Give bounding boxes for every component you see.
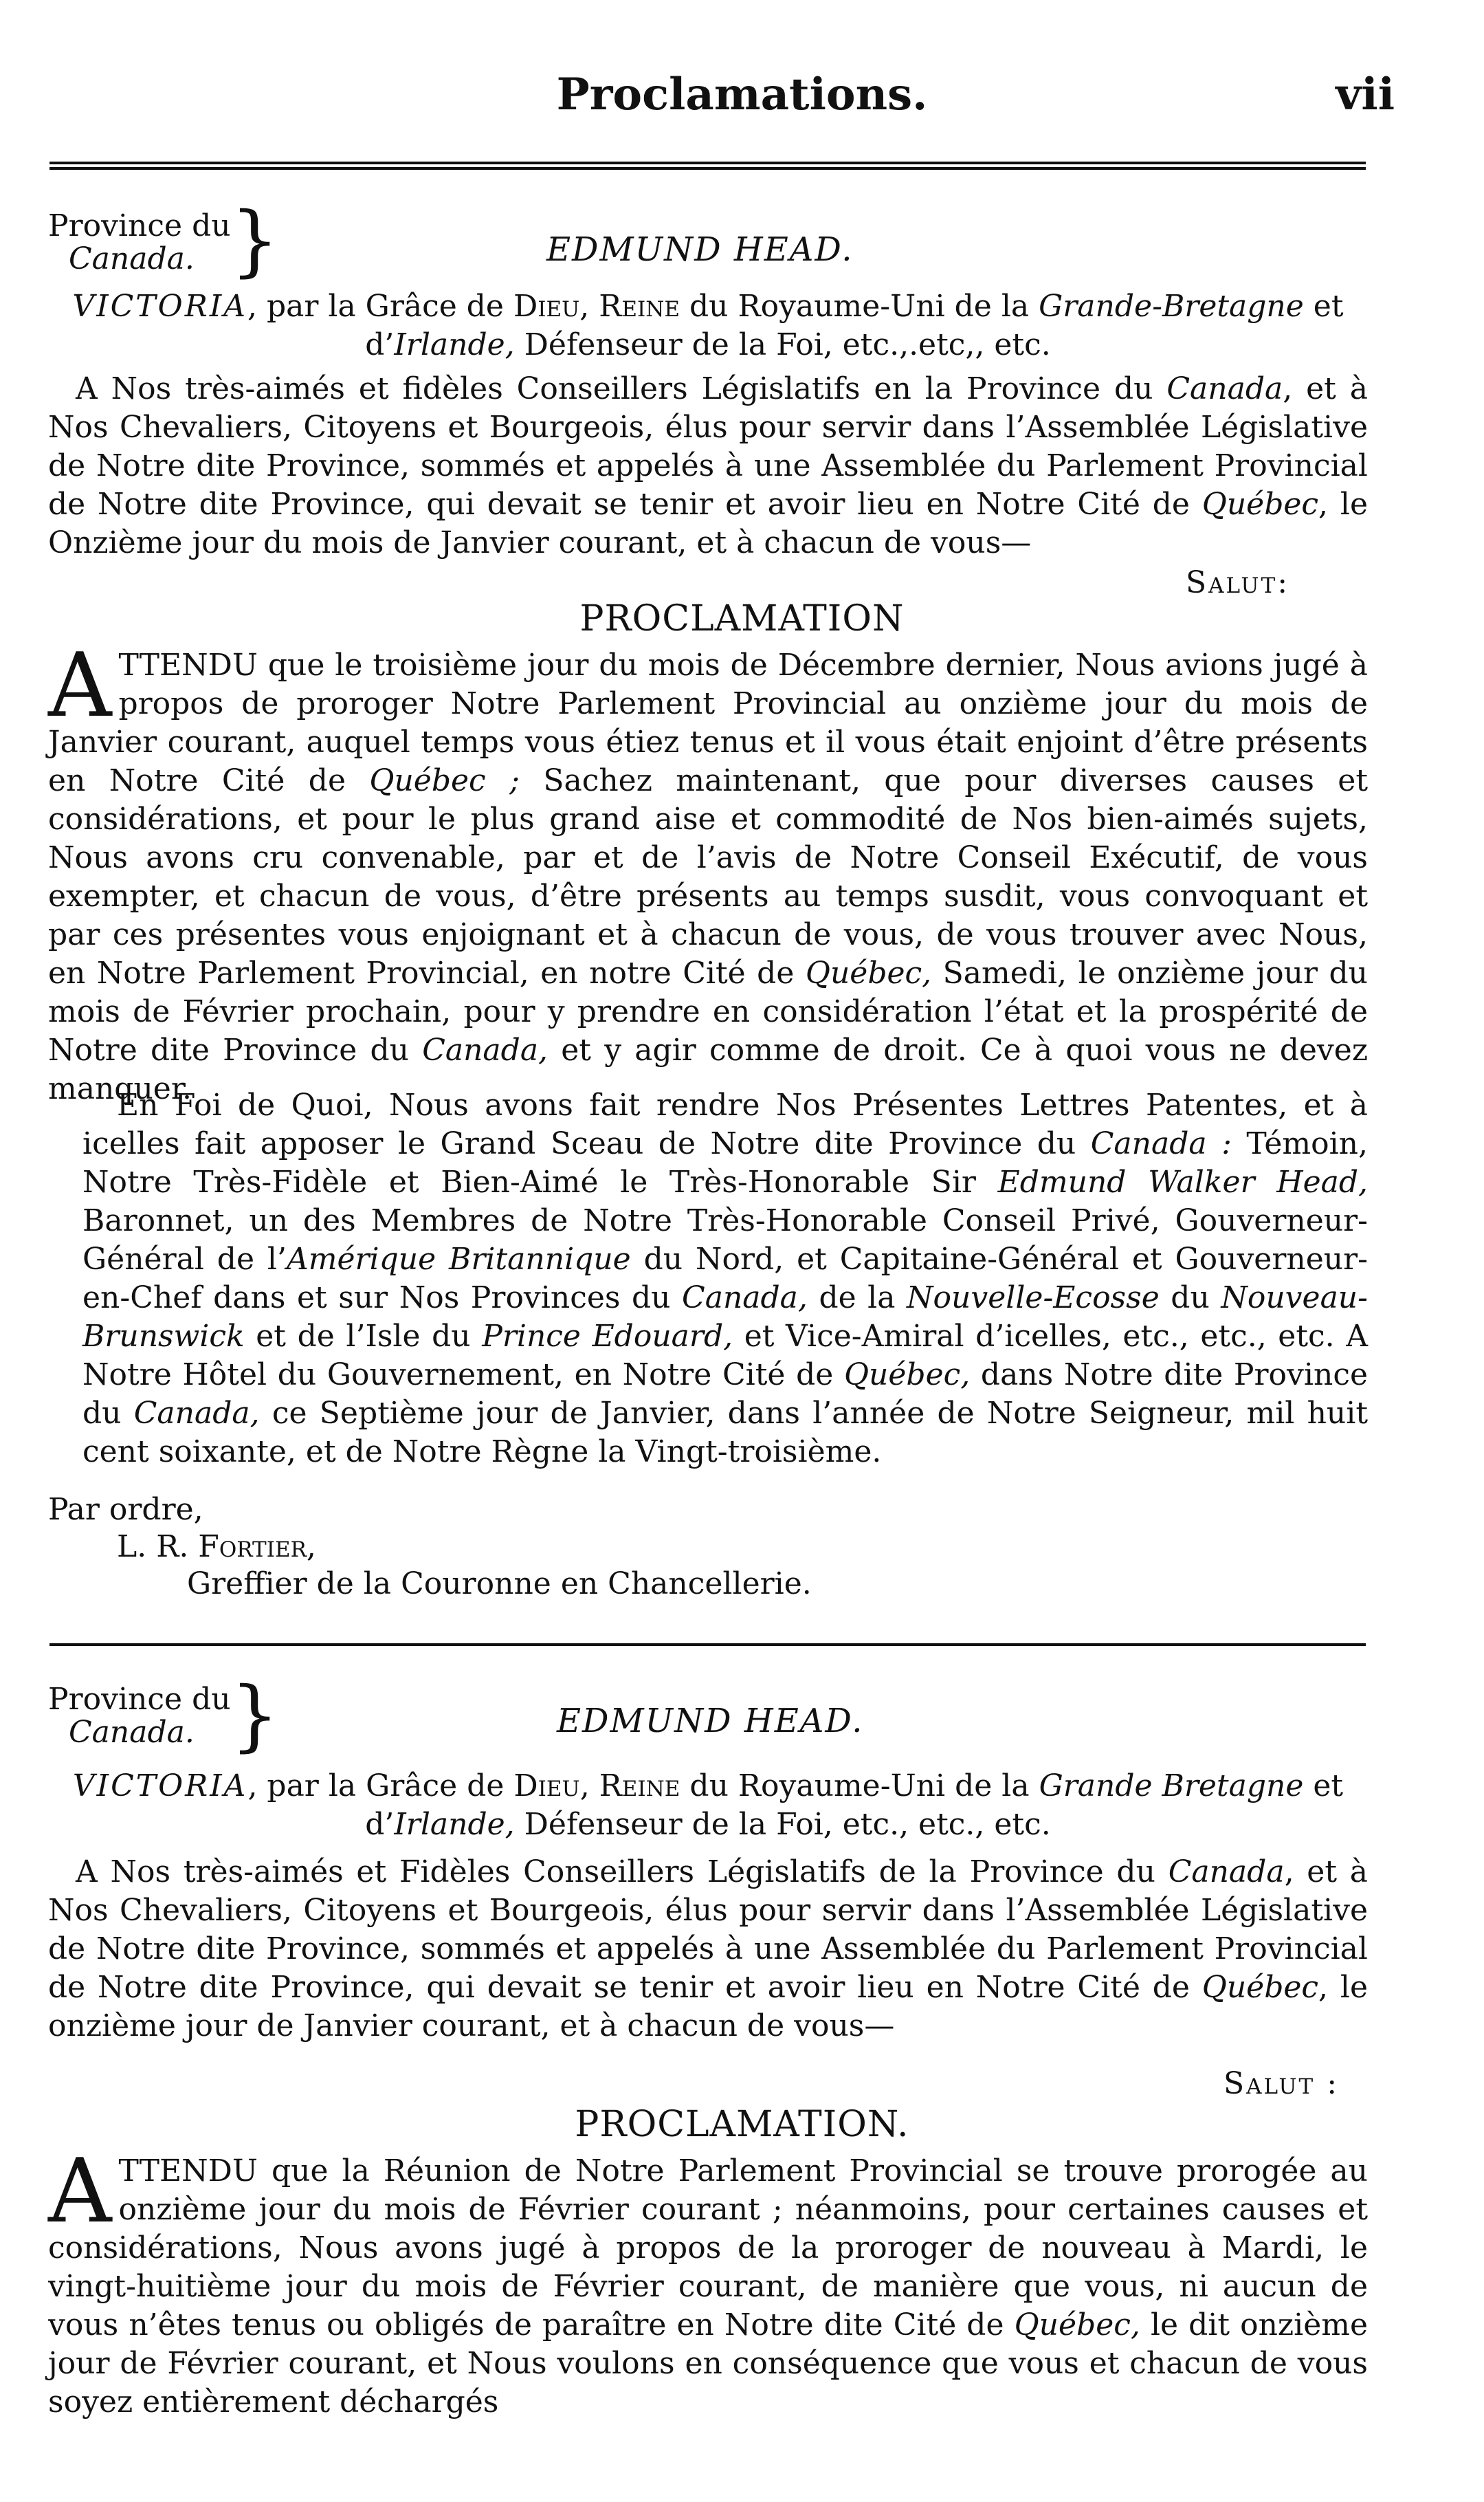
royal-style-text: Irlande, <box>394 327 515 362</box>
royal-style-text: Défenseur de la Foi, etc.,.etc,, etc. <box>514 327 1051 362</box>
royal-style-text: Défenseur de la Foi, etc., etc., etc. <box>514 1807 1051 1842</box>
witness-text: ce Septième jour de Janvier, dans l’année de Notre Seigneur, mil huit cent soixante, et de Notre Règne la Vingt-troisième. <box>82 1396 1369 1469</box>
province-line: Province du <box>48 1682 231 1717</box>
witness-text: Canada, <box>133 1396 260 1431</box>
royal-style-text: et d’ <box>365 289 1344 362</box>
royal-style <box>48 287 1368 364</box>
royal-style-text: Grande Bretagne <box>1039 1768 1304 1803</box>
signer-name: L. R. Fortier, <box>117 1529 316 1564</box>
signer-title: Greffier de la Couronne en Chancellerie. <box>187 1566 812 1601</box>
salutation: Salut : <box>1223 2066 1340 2101</box>
witness-text: Canada : <box>1090 1126 1232 1161</box>
by-order: Par ordre, <box>48 1492 203 1527</box>
address-paragraph <box>48 1853 1368 2045</box>
province-label <box>48 210 231 276</box>
witness-text: En Foi de Quoi, Nous avons fait rendre Nos Présentes Lettres Patentes, et à icelles fait apposer le Grand Sceau de Notre dite Province du <box>82 1088 1368 1161</box>
running-title: Proclamations. <box>556 69 928 120</box>
witness-text: Edmund Walker Head, <box>997 1165 1368 1200</box>
address-text: A Nos très-aimés et Fidèles Conseillers Législatifs de la Province du <box>76 1854 1169 1889</box>
salutation: Salut: <box>1186 565 1290 600</box>
witness-text: dans Notre dite Province du <box>82 1357 1368 1431</box>
witness-text: Québec, <box>843 1357 971 1392</box>
witness-text: du <box>1159 1280 1221 1315</box>
body-text: et y agir comme de droit. Ce à quoi vous ne devez manquer. <box>48 1033 1368 1106</box>
body-text: Canada, <box>422 1033 549 1068</box>
sovereign-name: VICTORIA <box>72 289 247 324</box>
address-text: Canada <box>1168 1854 1285 1889</box>
province-name: Canada. <box>69 1715 195 1750</box>
royal-style-text: Reine <box>599 289 680 324</box>
witness-text: Nouveau-Brunswick <box>82 1280 1369 1354</box>
address-paragraph <box>48 370 1368 562</box>
body-text: le dit onzième jour de Février courant, et Nous voulons en conséquence que vous et chacun de vous soyez entièrement déchargés <box>48 2307 1368 2419</box>
header-rule <box>49 162 1366 170</box>
address-text: , et à Nos Chevaliers, Citoyens et Bourgeois, élus pour servir dans l’Assemblée Législative de Notre dite Province, sommés et appelés à une Assemblée du Parlement Provincial de Notre dite Province, qui devait se tenir et avoir lieu en Notre Cité de <box>48 371 1368 522</box>
address-text: Canada <box>1166 371 1283 406</box>
royal-style <box>48 1767 1368 1844</box>
sovereign-name: VICTORIA <box>72 1768 248 1803</box>
page-number: vii <box>1336 69 1395 120</box>
witness-text: Baronnet, un des Membres de Notre Très-Honorable Conseil Privé, Gouverneur-Général de l’ <box>82 1203 1368 1277</box>
address-text: Québec <box>1201 1970 1319 2005</box>
province-line: Province du <box>48 208 231 243</box>
address-text: , et à Nos Chevaliers, Citoyens et Bourgeois, élus pour servir dans l’Assemblée Législative de Notre dite Province, sommés et appelés à une Assemblée du Parlement Provincial de Notre dite Province, qui devait se tenir et avoir lieu en Notre Cité de <box>48 1854 1368 2005</box>
royal-style-text: du Royaume-Uni de la <box>680 1768 1039 1803</box>
witness-text: Canada, <box>682 1280 808 1315</box>
witness-text: et de l’Isle du <box>244 1319 483 1354</box>
body-text: Samedi, le onzième jour du mois de Février prochain, pour y prendre en considération l’état et la prospérité de Notre dite Province du <box>48 956 1368 1068</box>
royal-style-text: du Royaume-Uni de la <box>680 289 1039 324</box>
witness-text: Prince Edouard, <box>482 1319 733 1354</box>
address-text: Québec <box>1201 487 1319 522</box>
proclamation-heading: PROCLAMATION. <box>575 2104 909 2145</box>
address-text: , le onzième jour de Janvier courant, et à chacun de vous— <box>48 1970 1368 2043</box>
drop-cap: A <box>48 2140 112 2243</box>
royal-style-text: , <box>579 1768 599 1803</box>
address-text: A Nos très-aimés et fidèles Conseillers Législatifs en la Province du <box>76 371 1167 406</box>
body-text: Québec, <box>1014 2307 1140 2342</box>
body-text: Québec, <box>805 956 932 991</box>
governor-name: EDMUND HEAD. <box>557 1702 864 1740</box>
body-text: TTENDU que la Réunion de Notre Parlement Provincial se trouve prorogée au onzième jour du mois de Février courant ; néanmoins, pour certaines causes et considérations, Nous avons jugé à propos de la proroger de nouveau à Mardi, le vingt-huitième jour du mois de Février courant, de manière que vous, ni aucun de vous n’êtes tenus ou obligés de paraître en Notre dite Cité de <box>48 2153 1368 2342</box>
proclamation-heading: PROCLAMATION <box>579 598 905 639</box>
body-text: Sachez maintenant, que pour diverses causes et considérations, et pour le plus grand aise et commodité de Nos bien-aimés sujets, Nous avons cru convenable, par et de l’avis de Notre Conseil Exécutif, de vous exempter, et chacun de vous, d’être présents au temps susdit, vous convoquant et par ces présentes vous enjoignant et à chacun de vous, de vous trouver avec Nous, en Notre Parlement Provincial, en notre Cité de <box>48 763 1369 991</box>
brace-mark: } <box>230 196 280 285</box>
witness-text: et Vice-Amiral d’icelles, etc., etc., etc. A Notre Hôtel du Gouvernement, en Notre Cité de <box>82 1319 1369 1392</box>
witness-text: de la <box>807 1280 907 1315</box>
proclamation-body <box>48 635 1369 1108</box>
royal-style-text: Reine <box>599 1768 680 1803</box>
body-text: TTENDU que le troisième jour du mois de Décembre dernier, Nous avions jugé à propos de proroger Notre Parlement Provincial au onzième jour du mois de Janvier courant, auquel temps vous étiez tenus et il vous était enjoint d’être présents en Notre Cité de <box>48 648 1368 798</box>
witness-paragraph <box>82 1086 1368 1471</box>
proclamation-body <box>48 2140 1368 2422</box>
witness-text: Nouvelle-Ecosse <box>907 1280 1160 1315</box>
royal-style-text: , par la Grâce de <box>247 1768 514 1803</box>
royal-style-text: Grande-Bretagne <box>1039 289 1304 324</box>
address-text: , le Onzième jour du mois de Janvier courant, et à chacun de vous— <box>48 487 1368 560</box>
governor-name: EDMUND HEAD. <box>546 230 854 269</box>
province-label <box>48 1683 231 1749</box>
witness-text: Témoin, Notre Très-Fidèle et Bien-Aimé le Très-Honorable Sir <box>82 1126 1368 1200</box>
royal-style-text: Dieu <box>513 289 580 324</box>
province-name: Canada. <box>69 241 195 276</box>
drop-cap: A <box>48 635 112 737</box>
royal-style-text: Dieu <box>513 1768 580 1803</box>
royal-style-text: et d’ <box>365 1768 1344 1842</box>
royal-style-text: , <box>579 289 599 324</box>
royal-style-text: Irlande, <box>394 1807 515 1842</box>
section-rule <box>49 1643 1366 1646</box>
body-text: Québec ; <box>369 763 520 798</box>
royal-style-text: , par la Grâce de <box>247 289 513 324</box>
witness-text: Amérique Britannique <box>286 1242 631 1277</box>
brace-mark: } <box>230 1671 280 1760</box>
witness-text: du Nord, et Capitaine-Général et Gouverneur-en-Chef dans et sur Nos Provinces du <box>82 1242 1368 1315</box>
